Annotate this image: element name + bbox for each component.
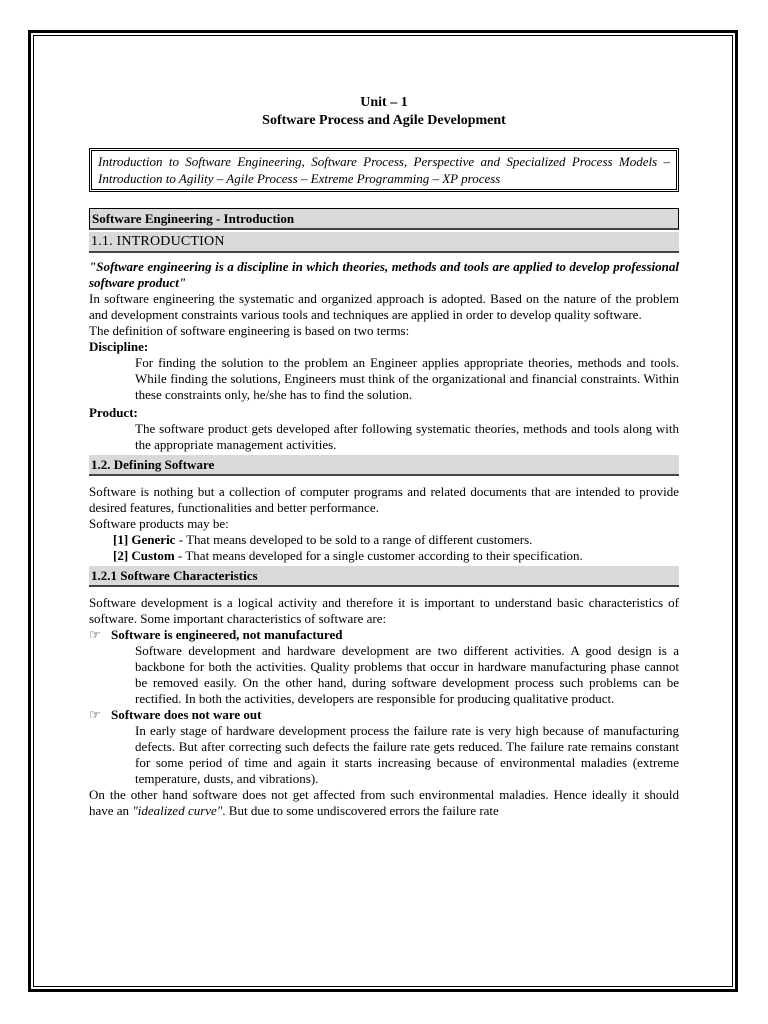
discipline-label: Discipline: <box>89 339 149 354</box>
list-item-number: [2] <box>113 548 129 563</box>
idealized-curve-term: "idealized curve" <box>132 803 223 818</box>
document-title: Software Process and Agile Development <box>262 113 506 128</box>
list-item-term: Generic <box>131 532 176 547</box>
intro-paragraph: In software engineering the systematic and organized approach is adopted. Based on the nature of the problem and development constraints various tools and techniques are applied in order to develop quality software. <box>89 291 679 322</box>
defining-paragraph: Software is nothing but a collection of computer programs and related documents that are intended to provide desired features, functionalities and better performance. <box>89 484 679 515</box>
list-item-text: - That means developed for a single customer according to their specification. <box>174 548 583 563</box>
bullet-ware-out-text: In early stage of hardware development process the failure rate is very high because of manufacturing defects. But after correcting such defects the failure rate gets reduced. The failure rate remains constant for some period of time and again it starts increasing because of environmental maladies (extreme temperature, dusts, and vibrations). <box>135 723 679 786</box>
closing-text-b: . But due to some undiscovered errors the failure rate <box>222 803 499 818</box>
list-item-generic <box>113 532 679 548</box>
section-header-se-intro: Software Engineering - Introduction <box>89 208 679 230</box>
closing-paragraph <box>89 787 679 819</box>
definition-quote: "Software engineering is a discipline in which theories, methods and tools are applied to develop professional software product" <box>89 259 679 290</box>
definition-terms-paragraph: The definition of software engineering is based on two terms: <box>89 323 410 338</box>
bullet-engineered <box>89 627 679 643</box>
product-text: The software product gets developed after following systematic theories, methods and tools along with the appropriate management activities. <box>135 421 679 452</box>
list-item-text: - That means developed to be sold to a range of different customers. <box>175 532 533 547</box>
closing-text-a: On the other hand software does not get affected from such environmental maladies. Hence ideally it should have an <box>89 787 679 818</box>
product-label: Product: <box>89 405 138 420</box>
list-item-term: Custom <box>131 548 175 563</box>
discipline-text: For finding the solution to the problem an Engineer applies appropriate theories, methods and tools. While finding the solutions, Engineers must think of the organizational and financial constraints. Within these constraints only, he/she has to find the solution. <box>135 355 679 402</box>
document-content <box>89 94 679 819</box>
list-item-custom <box>113 548 679 564</box>
products-intro: Software products may be: <box>89 516 229 531</box>
characteristics-paragraph: Software development is a logical activity and therefore it is important to understand basic characteristics of software. Some important characteristics of software are: <box>89 595 679 626</box>
bullet-ware-out <box>89 707 679 723</box>
bullet-heading: Software is engineered, not manufactured <box>111 627 343 642</box>
section-header-1-2-1: 1.2.1 Software Characteristics <box>89 566 679 587</box>
pointing-hand-icon: ☞ <box>89 627 101 642</box>
list-item-number: [1] <box>113 532 129 547</box>
unit-label: Unit – 1 <box>360 95 408 110</box>
bullet-heading: Software does not ware out <box>111 707 262 722</box>
section-header-1-2: 1.2. Defining Software <box>89 455 679 476</box>
topics-box: Introduction to Software Engineering, Software Process, Perspective and Specialized Process Models – Introduction to Agility – Agile Process – Extreme Programming – XP process <box>89 148 679 192</box>
pointing-hand-icon: ☞ <box>89 707 101 722</box>
section-header-1-1: 1.1. INTRODUCTION <box>89 232 679 253</box>
bullet-engineered-text: Software development and hardware development are two different activities. A good design is a backbone for both the activities. Quality problems that occur in hardware manufacturing phase cannot be removed easily. On the other hand, during software development process such problems can be rectified. In both the activities, developers are responsible for producing qualitative product. <box>135 643 679 706</box>
